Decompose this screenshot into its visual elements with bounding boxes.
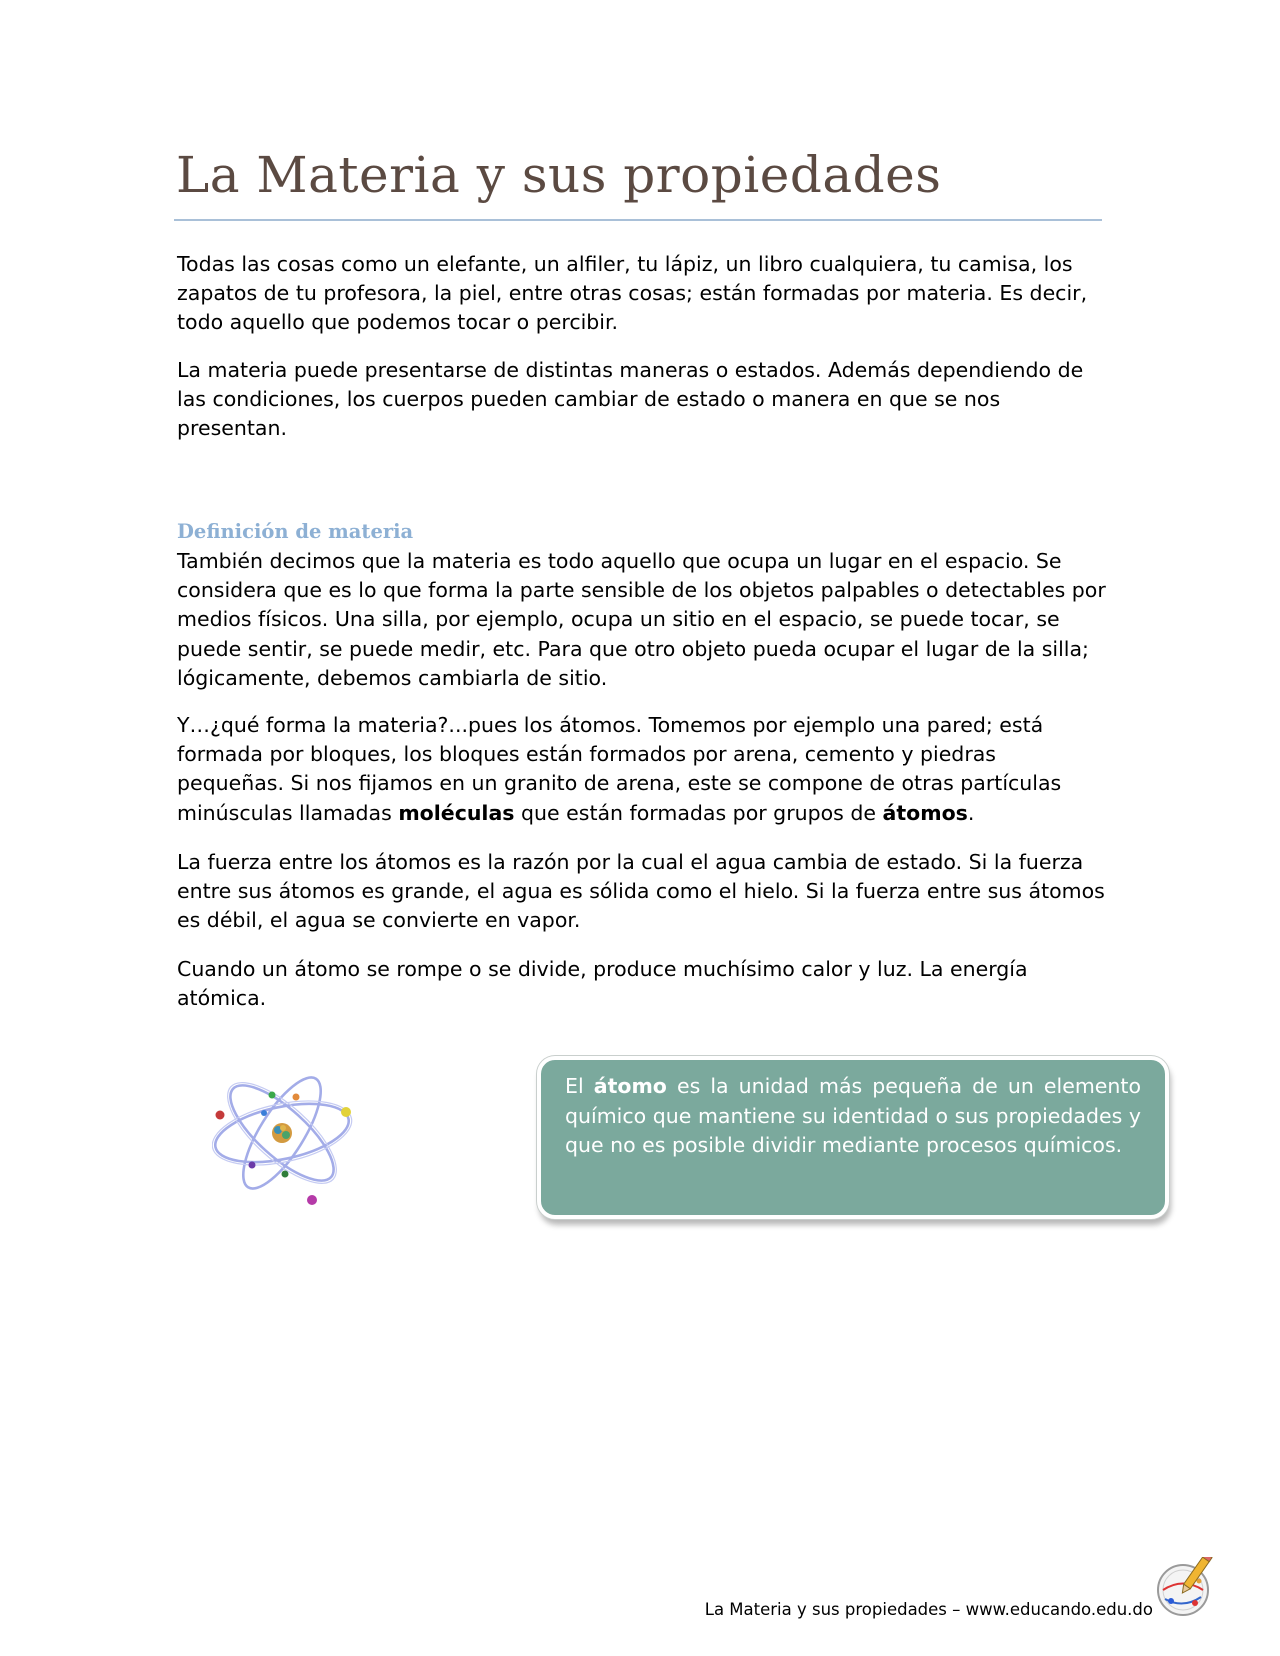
atoms-text-2: que están formadas por grupos de: [514, 800, 883, 825]
callout-text-1: El: [565, 1074, 594, 1098]
atom-definition-callout: [537, 1056, 1169, 1219]
intro-paragraph-1: Todas las cosas como un elefante, un alfiler, tu lápiz, un libro cualquiera, tu camisa, los zapatos de tu profesora, la piel, entre otras cosas; están formadas por materia. Es decir, todo aquello que podemos tocar o percibir.: [177, 252, 1088, 335]
page-title: La Materia y sus propiedades: [176, 146, 942, 204]
footer-text: La Materia y sus propiedades – www.educando.edu.do: [704, 1600, 1153, 1619]
pencil-globe-logo-icon: [1155, 1557, 1215, 1619]
force-paragraph: La fuerza entre los átomos es la razón por la cual el agua cambia de estado. Si la fuerza entre sus átomos es grande, el agua es sólida como el hielo. Si la fuerza entre sus átomos es débil, el agua se convierte en vapor.: [177, 850, 1105, 933]
atom-icon: [212, 1065, 362, 1215]
energy-paragraph: Cuando un átomo se rompe o se divide, produce muchísimo calor y luz. La energía atómica.: [177, 957, 1028, 1011]
atoms-term: átomos: [882, 800, 968, 825]
atoms-paragraph: [177, 711, 1107, 828]
callout-text: [541, 1060, 1165, 1161]
atoms-text-1: Y…¿qué forma la materia?...pues los átomos. Tomemos por ejemplo una pared; está formada por bloques, los bloques están formados por arena, cemento y piedras pequeñas. Si nos fijamos en un granito de arena, este se compone de otras partículas minúsculas llamadas: [177, 713, 1062, 825]
title-divider: [174, 219, 1102, 221]
callout-text-2: es la unidad más pequeña de un elemento químico que mantiene su identidad o sus propiedades y que no es posible dividir mediante procesos químicos.: [565, 1074, 1141, 1157]
atoms-text-3: .: [967, 800, 975, 825]
callout-bold-term: átomo: [593, 1074, 667, 1098]
section-heading: Definición de materia: [177, 520, 414, 543]
molecules-term: moléculas: [398, 800, 515, 825]
intro-paragraph-2: La materia puede presentarse de distintas maneras o estados. Además dependiendo de las condiciones, los cuerpos pueden cambiar de estado o manera en que se nos presentan.: [177, 358, 1084, 441]
definition-paragraph: También decimos que la materia es todo aquello que ocupa un lugar en el espacio. Se considera que es lo que forma la parte sensible de los objetos palpables o detectables por medios físicos. Una silla, por ejemplo, ocupa un sitio en el espacio, se puede tocar, se puede sentir, se puede medir, etc. Para que otro objeto pueda ocupar el lugar de la silla; lógicamente, debemos cambiarla de sitio.: [177, 549, 1106, 690]
